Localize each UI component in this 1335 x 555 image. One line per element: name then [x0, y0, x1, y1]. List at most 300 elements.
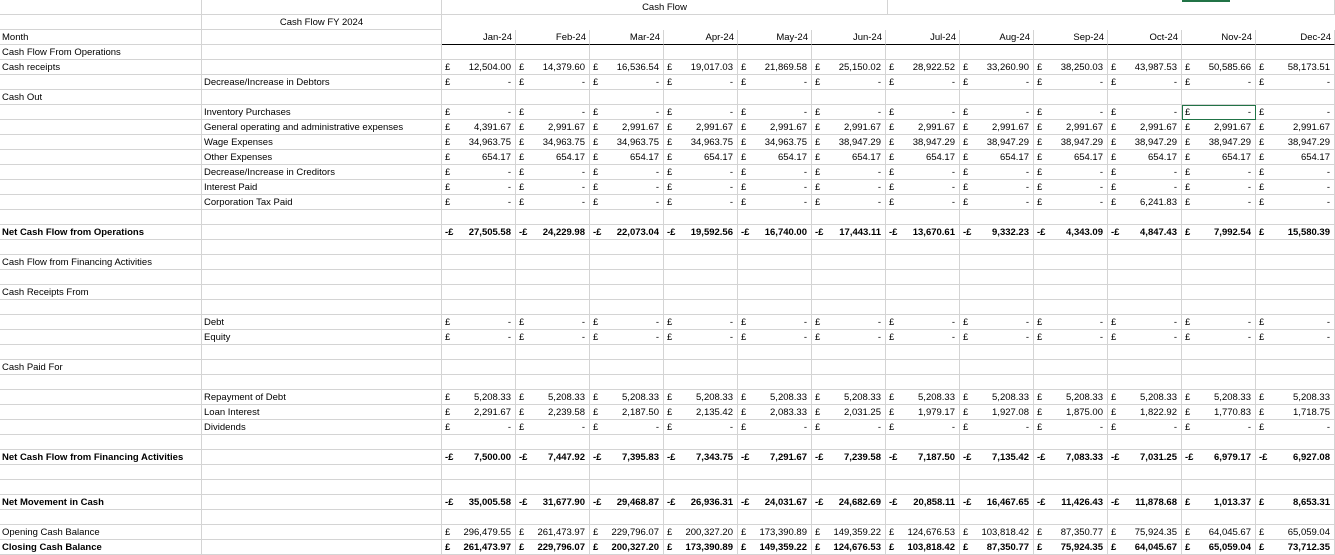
value-cell[interactable]: [590, 525, 664, 540]
cell[interactable]: [0, 0, 202, 15]
value-cell[interactable]: [1034, 315, 1108, 330]
value-cell[interactable]: [442, 90, 516, 105]
value-cell[interactable]: [1182, 210, 1256, 225]
row-label[interactable]: Cash Flow from Financing Activities: [0, 255, 202, 270]
value-cell[interactable]: [442, 60, 516, 75]
row-label[interactable]: [0, 270, 202, 285]
value-cell[interactable]: [664, 405, 738, 420]
value-cell[interactable]: [1256, 315, 1335, 330]
value-cell[interactable]: [590, 135, 664, 150]
value-cell[interactable]: [590, 495, 664, 510]
value-cell[interactable]: [1108, 510, 1182, 525]
value-cell[interactable]: [516, 390, 590, 405]
row-label[interactable]: Closing Cash Balance: [0, 540, 202, 555]
value-cell[interactable]: [1256, 210, 1335, 225]
value-cell[interactable]: [1182, 390, 1256, 405]
value-cell[interactable]: [960, 105, 1034, 120]
value-cell[interactable]: [1256, 540, 1335, 555]
value-cell[interactable]: [590, 375, 664, 390]
row-sublabel[interactable]: [202, 360, 442, 375]
value-cell[interactable]: [1256, 300, 1335, 315]
value-cell[interactable]: [1182, 105, 1256, 120]
value-cell[interactable]: [1256, 225, 1335, 240]
value-cell[interactable]: [886, 480, 960, 495]
value-cell[interactable]: [590, 210, 664, 225]
row-label[interactable]: [0, 390, 202, 405]
row-label[interactable]: [0, 135, 202, 150]
value-cell[interactable]: [1256, 450, 1335, 465]
value-cell[interactable]: [664, 345, 738, 360]
value-cell[interactable]: [1182, 270, 1256, 285]
value-cell[interactable]: [1182, 90, 1256, 105]
value-cell[interactable]: [738, 75, 812, 90]
value-cell[interactable]: [590, 60, 664, 75]
value-cell[interactable]: [1108, 270, 1182, 285]
value-cell[interactable]: [516, 540, 590, 555]
value-cell[interactable]: [442, 120, 516, 135]
value-cell[interactable]: [442, 315, 516, 330]
value-cell[interactable]: [1256, 75, 1335, 90]
value-cell[interactable]: [886, 330, 960, 345]
value-cell[interactable]: [590, 315, 664, 330]
value-cell[interactable]: [738, 375, 812, 390]
value-cell[interactable]: [886, 435, 960, 450]
value-cell[interactable]: [1108, 120, 1182, 135]
value-cell[interactable]: [812, 510, 886, 525]
value-cell[interactable]: [442, 285, 516, 300]
row-label[interactable]: [0, 300, 202, 315]
value-cell[interactable]: [812, 405, 886, 420]
value-cell[interactable]: [1182, 525, 1256, 540]
value-cell[interactable]: [516, 495, 590, 510]
value-cell[interactable]: [442, 390, 516, 405]
value-cell[interactable]: [886, 315, 960, 330]
value-cell[interactable]: [1182, 480, 1256, 495]
value-cell[interactable]: [442, 45, 516, 60]
row-sublabel[interactable]: Debt: [202, 315, 442, 330]
value-cell[interactable]: [664, 360, 738, 375]
value-cell[interactable]: [1034, 375, 1108, 390]
value-cell[interactable]: [886, 195, 960, 210]
value-cell[interactable]: [960, 285, 1034, 300]
row-label[interactable]: Cash Out: [0, 90, 202, 105]
value-cell[interactable]: [516, 345, 590, 360]
value-cell[interactable]: [1182, 75, 1256, 90]
value-cell[interactable]: [960, 270, 1034, 285]
value-cell[interactable]: [1182, 165, 1256, 180]
value-cell[interactable]: [516, 420, 590, 435]
value-cell[interactable]: [590, 540, 664, 555]
value-cell[interactable]: [812, 60, 886, 75]
value-cell[interactable]: [960, 420, 1034, 435]
value-cell[interactable]: [590, 480, 664, 495]
row-sublabel[interactable]: [202, 450, 442, 465]
value-cell[interactable]: [664, 255, 738, 270]
value-cell[interactable]: [442, 435, 516, 450]
value-cell[interactable]: [1182, 510, 1256, 525]
value-cell[interactable]: [1034, 525, 1108, 540]
value-cell[interactable]: [886, 210, 960, 225]
value-cell[interactable]: [812, 420, 886, 435]
row-sublabel[interactable]: Dividends: [202, 420, 442, 435]
month-header-jul-24[interactable]: Jul-24: [886, 30, 960, 45]
value-cell[interactable]: [664, 150, 738, 165]
value-cell[interactable]: [960, 375, 1034, 390]
value-cell[interactable]: [1034, 210, 1108, 225]
row-sublabel[interactable]: Repayment of Debt: [202, 390, 442, 405]
value-cell[interactable]: [886, 120, 960, 135]
value-cell[interactable]: [1108, 195, 1182, 210]
row-label[interactable]: Net Cash Flow from Operations: [0, 225, 202, 240]
row-label[interactable]: Cash Receipts From: [0, 285, 202, 300]
value-cell[interactable]: [886, 345, 960, 360]
value-cell[interactable]: [1182, 465, 1256, 480]
row-sublabel[interactable]: Decrease/Increase in Creditors: [202, 165, 442, 180]
value-cell[interactable]: [442, 135, 516, 150]
value-cell[interactable]: [738, 255, 812, 270]
value-cell[interactable]: [960, 480, 1034, 495]
value-cell[interactable]: [1108, 450, 1182, 465]
value-cell[interactable]: [1256, 510, 1335, 525]
value-cell[interactable]: [1034, 405, 1108, 420]
value-cell[interactable]: [1108, 240, 1182, 255]
value-cell[interactable]: [1182, 255, 1256, 270]
value-cell[interactable]: [516, 150, 590, 165]
value-cell[interactable]: [1182, 360, 1256, 375]
value-cell[interactable]: [886, 270, 960, 285]
cell[interactable]: [202, 30, 442, 45]
row-label[interactable]: Cash Flow From Operations: [0, 45, 202, 60]
value-cell[interactable]: [590, 390, 664, 405]
row-sublabel[interactable]: Other Expenses: [202, 150, 442, 165]
value-cell[interactable]: [812, 300, 886, 315]
value-cell[interactable]: [664, 450, 738, 465]
value-cell[interactable]: [1256, 255, 1335, 270]
value-cell[interactable]: [590, 345, 664, 360]
value-cell[interactable]: [960, 120, 1034, 135]
row-sublabel[interactable]: [202, 540, 442, 555]
value-cell[interactable]: [812, 180, 886, 195]
value-cell[interactable]: [664, 75, 738, 90]
value-cell[interactable]: [1182, 435, 1256, 450]
value-cell[interactable]: [1182, 285, 1256, 300]
value-cell[interactable]: [590, 45, 664, 60]
value-cell[interactable]: [1256, 60, 1335, 75]
value-cell[interactable]: [1108, 465, 1182, 480]
value-cell[interactable]: [1034, 420, 1108, 435]
value-cell[interactable]: [812, 435, 886, 450]
value-cell[interactable]: [516, 405, 590, 420]
value-cell[interactable]: [960, 255, 1034, 270]
cell[interactable]: [202, 0, 442, 15]
value-cell[interactable]: [738, 225, 812, 240]
value-cell[interactable]: [812, 210, 886, 225]
value-cell[interactable]: [1034, 270, 1108, 285]
value-cell[interactable]: [590, 255, 664, 270]
row-sublabel[interactable]: [202, 525, 442, 540]
value-cell[interactable]: [1182, 225, 1256, 240]
value-cell[interactable]: [442, 195, 516, 210]
value-cell[interactable]: [1108, 150, 1182, 165]
value-cell[interactable]: [1256, 285, 1335, 300]
value-cell[interactable]: [442, 300, 516, 315]
value-cell[interactable]: [1256, 135, 1335, 150]
value-cell[interactable]: [664, 240, 738, 255]
value-cell[interactable]: [738, 135, 812, 150]
row-label[interactable]: [0, 150, 202, 165]
value-cell[interactable]: [812, 480, 886, 495]
month-header-may-24[interactable]: May-24: [738, 30, 812, 45]
value-cell[interactable]: [960, 135, 1034, 150]
value-cell[interactable]: [960, 495, 1034, 510]
value-cell[interactable]: [516, 240, 590, 255]
value-cell[interactable]: [664, 510, 738, 525]
value-cell[interactable]: [516, 480, 590, 495]
row-label[interactable]: [0, 105, 202, 120]
value-cell[interactable]: [442, 180, 516, 195]
value-cell[interactable]: [1108, 405, 1182, 420]
row-sublabel[interactable]: Decrease/Increase in Debtors: [202, 75, 442, 90]
value-cell[interactable]: [1256, 435, 1335, 450]
value-cell[interactable]: [442, 360, 516, 375]
value-cell[interactable]: [516, 285, 590, 300]
value-cell[interactable]: [442, 540, 516, 555]
value-cell[interactable]: [1256, 480, 1335, 495]
value-cell[interactable]: [442, 420, 516, 435]
value-cell[interactable]: [1034, 540, 1108, 555]
value-cell[interactable]: [516, 300, 590, 315]
row-sublabel[interactable]: [202, 345, 442, 360]
value-cell[interactable]: [738, 510, 812, 525]
value-cell[interactable]: [1256, 180, 1335, 195]
month-header-sep-24[interactable]: Sep-24: [1034, 30, 1108, 45]
value-cell[interactable]: [1108, 375, 1182, 390]
value-cell[interactable]: [812, 270, 886, 285]
value-cell[interactable]: [812, 450, 886, 465]
value-cell[interactable]: [1256, 105, 1335, 120]
value-cell[interactable]: [1108, 525, 1182, 540]
value-cell[interactable]: [442, 225, 516, 240]
value-cell[interactable]: [886, 60, 960, 75]
value-cell[interactable]: [738, 480, 812, 495]
value-cell[interactable]: [442, 480, 516, 495]
value-cell[interactable]: [664, 165, 738, 180]
value-cell[interactable]: [886, 135, 960, 150]
value-cell[interactable]: [960, 225, 1034, 240]
value-cell[interactable]: [442, 450, 516, 465]
value-cell[interactable]: [1256, 330, 1335, 345]
sheet-subtitle[interactable]: Cash Flow FY 2024: [202, 15, 442, 30]
value-cell[interactable]: [1256, 390, 1335, 405]
value-cell[interactable]: [1108, 360, 1182, 375]
value-cell[interactable]: [738, 420, 812, 435]
value-cell[interactable]: [1256, 45, 1335, 60]
sheet-title[interactable]: Cash Flow: [442, 0, 888, 15]
value-cell[interactable]: [1182, 120, 1256, 135]
value-cell[interactable]: [886, 375, 960, 390]
value-cell[interactable]: [516, 90, 590, 105]
value-cell[interactable]: [1256, 525, 1335, 540]
month-label[interactable]: Month: [0, 30, 202, 45]
value-cell[interactable]: [738, 270, 812, 285]
value-cell[interactable]: [1034, 495, 1108, 510]
value-cell[interactable]: [960, 345, 1034, 360]
row-sublabel[interactable]: Interest Paid: [202, 180, 442, 195]
value-cell[interactable]: [442, 270, 516, 285]
value-cell[interactable]: [960, 540, 1034, 555]
value-cell[interactable]: [886, 360, 960, 375]
value-cell[interactable]: [960, 315, 1034, 330]
value-cell[interactable]: [960, 90, 1034, 105]
value-cell[interactable]: [1108, 315, 1182, 330]
value-cell[interactable]: [590, 240, 664, 255]
row-sublabel[interactable]: Loan Interest: [202, 405, 442, 420]
value-cell[interactable]: [812, 45, 886, 60]
row-sublabel[interactable]: Corporation Tax Paid: [202, 195, 442, 210]
value-cell[interactable]: [1108, 45, 1182, 60]
month-header-nov-24[interactable]: Nov-24: [1182, 30, 1256, 45]
row-label[interactable]: [0, 195, 202, 210]
value-cell[interactable]: [812, 90, 886, 105]
value-cell[interactable]: [812, 525, 886, 540]
value-cell[interactable]: [1108, 300, 1182, 315]
value-cell[interactable]: [1182, 345, 1256, 360]
cell[interactable]: [0, 15, 202, 30]
value-cell[interactable]: [516, 330, 590, 345]
value-cell[interactable]: [738, 450, 812, 465]
value-cell[interactable]: [812, 390, 886, 405]
row-sublabel[interactable]: Equity: [202, 330, 442, 345]
value-cell[interactable]: [1108, 180, 1182, 195]
value-cell[interactable]: [886, 285, 960, 300]
value-cell[interactable]: [960, 360, 1034, 375]
row-sublabel[interactable]: [202, 270, 442, 285]
value-cell[interactable]: [886, 450, 960, 465]
value-cell[interactable]: [590, 420, 664, 435]
value-cell[interactable]: [1108, 90, 1182, 105]
value-cell[interactable]: [664, 480, 738, 495]
value-cell[interactable]: [516, 525, 590, 540]
row-label[interactable]: Net Cash Flow from Financing Activities: [0, 450, 202, 465]
row-sublabel[interactable]: Wage Expenses: [202, 135, 442, 150]
value-cell[interactable]: [1108, 480, 1182, 495]
value-cell[interactable]: [1256, 240, 1335, 255]
value-cell[interactable]: [1256, 465, 1335, 480]
value-cell[interactable]: [1034, 225, 1108, 240]
row-sublabel[interactable]: [202, 90, 442, 105]
value-cell[interactable]: [664, 465, 738, 480]
row-sublabel[interactable]: General operating and administrative expenses: [202, 120, 442, 135]
value-cell[interactable]: [812, 330, 886, 345]
value-cell[interactable]: [1034, 390, 1108, 405]
value-cell[interactable]: [516, 195, 590, 210]
value-cell[interactable]: [1108, 285, 1182, 300]
value-cell[interactable]: [664, 135, 738, 150]
row-sublabel[interactable]: [202, 210, 442, 225]
value-cell[interactable]: [960, 300, 1034, 315]
row-label[interactable]: [0, 480, 202, 495]
value-cell[interactable]: [1034, 150, 1108, 165]
value-cell[interactable]: [738, 240, 812, 255]
month-header-dec-24[interactable]: Dec-24: [1256, 30, 1335, 45]
month-header-apr-24[interactable]: Apr-24: [664, 30, 738, 45]
row-label[interactable]: [0, 465, 202, 480]
row-label[interactable]: [0, 345, 202, 360]
value-cell[interactable]: [590, 165, 664, 180]
value-cell[interactable]: [442, 495, 516, 510]
value-cell[interactable]: [1034, 330, 1108, 345]
value-cell[interactable]: [516, 75, 590, 90]
value-cell[interactable]: [960, 450, 1034, 465]
value-cell[interactable]: [1034, 300, 1108, 315]
value-cell[interactable]: [590, 75, 664, 90]
value-cell[interactable]: [590, 510, 664, 525]
value-cell[interactable]: [1256, 90, 1335, 105]
value-cell[interactable]: [1182, 495, 1256, 510]
value-cell[interactable]: [664, 60, 738, 75]
value-cell[interactable]: [960, 510, 1034, 525]
value-cell[interactable]: [812, 345, 886, 360]
value-cell[interactable]: [738, 390, 812, 405]
value-cell[interactable]: [1034, 90, 1108, 105]
row-sublabel[interactable]: [202, 465, 442, 480]
month-header-mar-24[interactable]: Mar-24: [590, 30, 664, 45]
value-cell[interactable]: [442, 465, 516, 480]
value-cell[interactable]: [442, 405, 516, 420]
row-sublabel[interactable]: Inventory Purchases: [202, 105, 442, 120]
row-sublabel[interactable]: [202, 255, 442, 270]
value-cell[interactable]: [738, 90, 812, 105]
value-cell[interactable]: [738, 120, 812, 135]
row-label[interactable]: [0, 375, 202, 390]
value-cell[interactable]: [1034, 240, 1108, 255]
value-cell[interactable]: [516, 105, 590, 120]
value-cell[interactable]: [1108, 255, 1182, 270]
value-cell[interactable]: [1256, 195, 1335, 210]
value-cell[interactable]: [442, 525, 516, 540]
value-cell[interactable]: [886, 180, 960, 195]
row-label[interactable]: Net Movement in Cash: [0, 495, 202, 510]
value-cell[interactable]: [960, 210, 1034, 225]
value-cell[interactable]: [664, 420, 738, 435]
value-cell[interactable]: [1256, 270, 1335, 285]
value-cell[interactable]: [664, 435, 738, 450]
value-cell[interactable]: [738, 165, 812, 180]
value-cell[interactable]: [960, 165, 1034, 180]
value-cell[interactable]: [812, 135, 886, 150]
row-label[interactable]: [0, 180, 202, 195]
value-cell[interactable]: [590, 330, 664, 345]
value-cell[interactable]: [442, 240, 516, 255]
value-cell[interactable]: [738, 345, 812, 360]
value-cell[interactable]: [664, 300, 738, 315]
value-cell[interactable]: [442, 75, 516, 90]
value-cell[interactable]: [1108, 75, 1182, 90]
value-cell[interactable]: [516, 510, 590, 525]
value-cell[interactable]: [516, 180, 590, 195]
value-cell[interactable]: [516, 360, 590, 375]
value-cell[interactable]: [960, 405, 1034, 420]
row-sublabel[interactable]: [202, 45, 442, 60]
value-cell[interactable]: [960, 150, 1034, 165]
value-cell[interactable]: [664, 540, 738, 555]
value-cell[interactable]: [812, 225, 886, 240]
value-cell[interactable]: [516, 210, 590, 225]
value-cell[interactable]: [960, 435, 1034, 450]
value-cell[interactable]: [664, 105, 738, 120]
value-cell[interactable]: [1182, 240, 1256, 255]
value-cell[interactable]: [1182, 315, 1256, 330]
